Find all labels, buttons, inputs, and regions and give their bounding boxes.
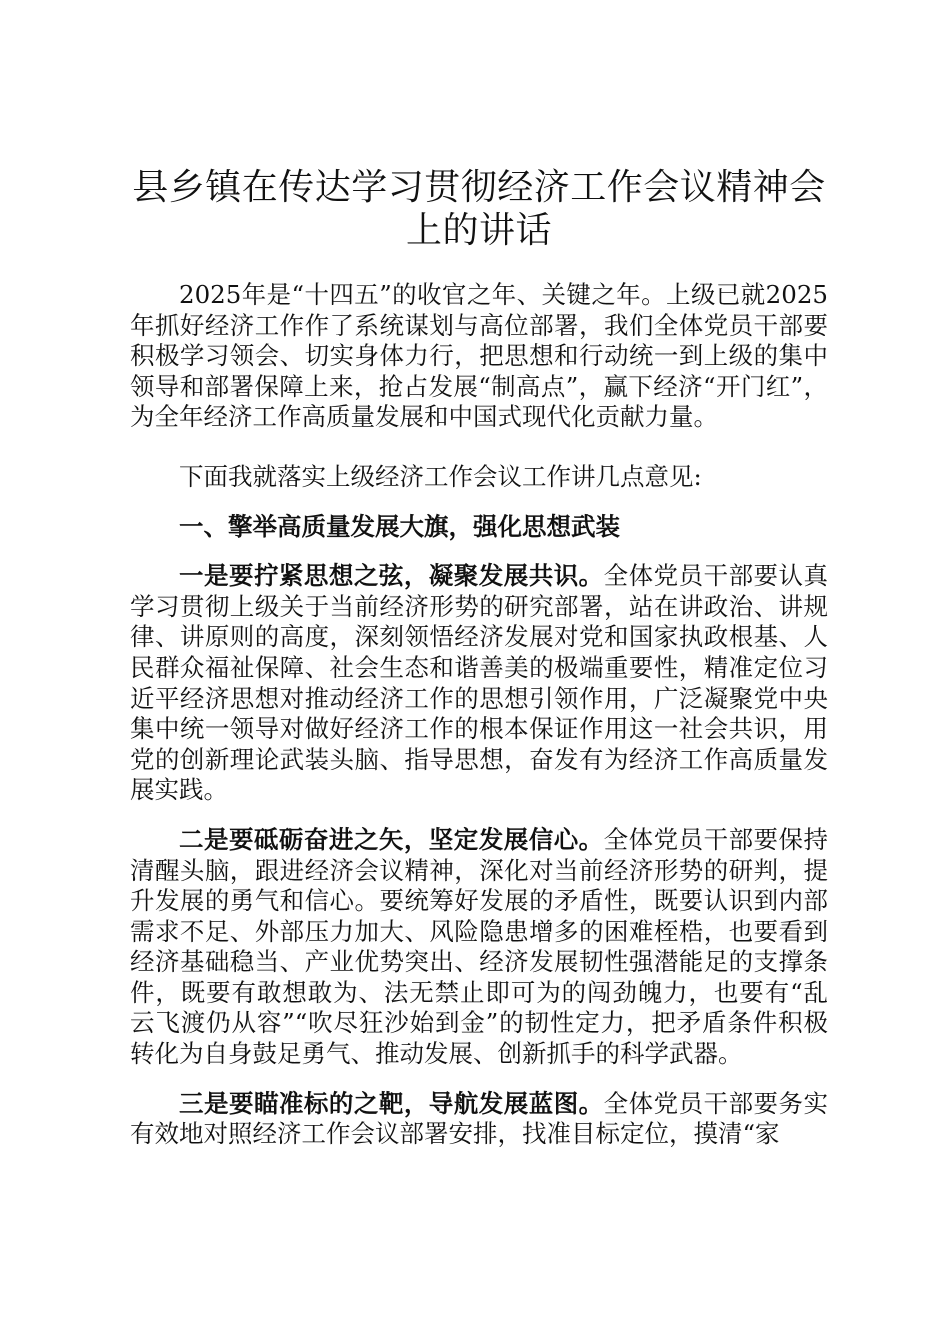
point-1-body: 全体党员干部要认真学习贯彻上级关于当前经济形势的研究部署，站在讲政治、讲规律、讲原则的高度，深刻领悟经济发展对党和国家执政根基、人民群众福祉保障、社会生态和谐善美的极端重要性，精准定位习近平经济思想对推动经济工作的思想引领作用，广泛凝聚党中央集中统一领导对做好经济工作的根本保证作用这一社会共识，用党的创新理论武装头脑、指导思想，奋发有为经济工作高质量发展实践。 [130,561,829,805]
point-3-body: 全体党员干部要务实有效地对照经济工作会议部署安排，找准目标定位，摸清“家 [130,1088,829,1149]
intro-paragraph: 2025年是“十四五”的收官之年、关键之年。上级已就2025年抓好经济工作作了系统谋划与高位部署，我们全体党员干部要积极学习领会、切实身体力行，把思想和行动统一到上级的集中领导和部署保障上来，抢占发展“制高点”，赢下经济“开门红”，为全年经济工作高质量发展和中国式现代化贡献力量。 [130,280,828,432]
intro-transition-paragraph: 下面我就落实上级经济工作会议工作讲几点意见: [179,461,702,491]
point-paragraph-1 [130,561,828,806]
point-1-lead: 一是要拧紧思想之弦，凝聚发展共识。 [179,561,604,591]
document-title: 县乡镇在传达学习贯彻经济工作会议精神会上的讲话 [132,167,826,251]
point-paragraph-3 [130,1089,828,1150]
point-2-body: 全体党员干部要保持清醒头脑，跟进经济会议精神，深化对当前经济形势的研判，提升发展的勇气和信心。要统筹好发展的矛盾性，既要认识到内部需求不足、外部压力加大、风险隐患增多的困难桎梏，也要看到经济基础稳当、产业优势突出、经济发展韧性强潜能足的支撑条件，既要有敢想敢为、法无禁止即可为的闯劲魄力，也要有“乱云飞渡仍从容”“吹尽狂沙始到金”的韧性定力，把矛盾条件积极转化为自身鼓足勇气、推动发展、创新抓手的科学武器。 [130,824,829,1069]
point-paragraph-2 [130,825,828,1070]
document-page [130,166,828,1150]
point-3-lead: 三是要瞄准标的之靶，导航发展蓝图。 [179,1088,604,1118]
section-heading-1: 一、擎举高质量发展大旗，强化思想武装 [179,511,620,541]
point-2-lead: 二是要砥砺奋进之矢，坚定发展信心。 [179,824,604,854]
